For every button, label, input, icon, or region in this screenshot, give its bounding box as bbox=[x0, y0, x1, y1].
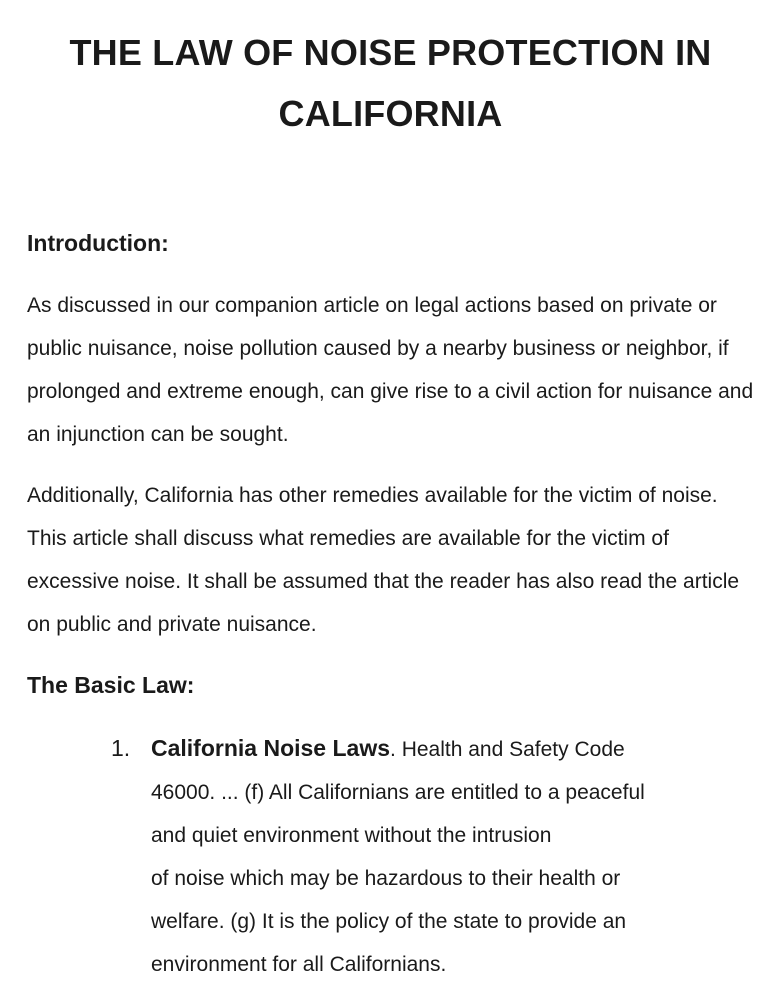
basic-law-list bbox=[0, 727, 781, 986]
list-item-line-1: Health and Safety Code bbox=[395, 738, 625, 761]
list-item-title: California Noise Laws bbox=[151, 735, 391, 761]
page-title: THE LAW OF NOISE PROTECTION IN CALIFORNIA bbox=[69, 32, 712, 134]
list-item-title-suffix: . bbox=[390, 738, 396, 761]
list-item-line-6: environment for all Californians. bbox=[151, 953, 447, 976]
list-item-number: 1. bbox=[111, 735, 131, 761]
list-item-line-4: of noise which may be hazardous to their health or bbox=[151, 867, 621, 890]
list-item bbox=[0, 727, 696, 986]
list-item-line-5: welfare. (g) It is the policy of the state to provide an bbox=[151, 910, 627, 933]
list-item-line-2: 46000. ... (f) All Californians are entitled to a peaceful bbox=[151, 781, 645, 804]
section-heading-introduction: Introduction: bbox=[27, 230, 169, 256]
paragraph-introduction-1: As discussed in our companion article on legal actions based on private or public nuisance, noise pollution caused by a nearby business or neighbor, if prolonged and extreme enough, can give rise to a civil action for nuisance and an injunction can be sought. bbox=[27, 294, 754, 446]
list-item-line-3: and quiet environment without the intrusion bbox=[151, 824, 552, 847]
section-heading-basic-law: The Basic Law: bbox=[27, 672, 195, 698]
paragraph-introduction-2: Additionally, California has other remedies available for the victim of noise. This article shall discuss what remedies are available for the victim of excessive noise. It shall be assumed that the reader has also read the article on public and private nuisance. bbox=[27, 484, 740, 636]
